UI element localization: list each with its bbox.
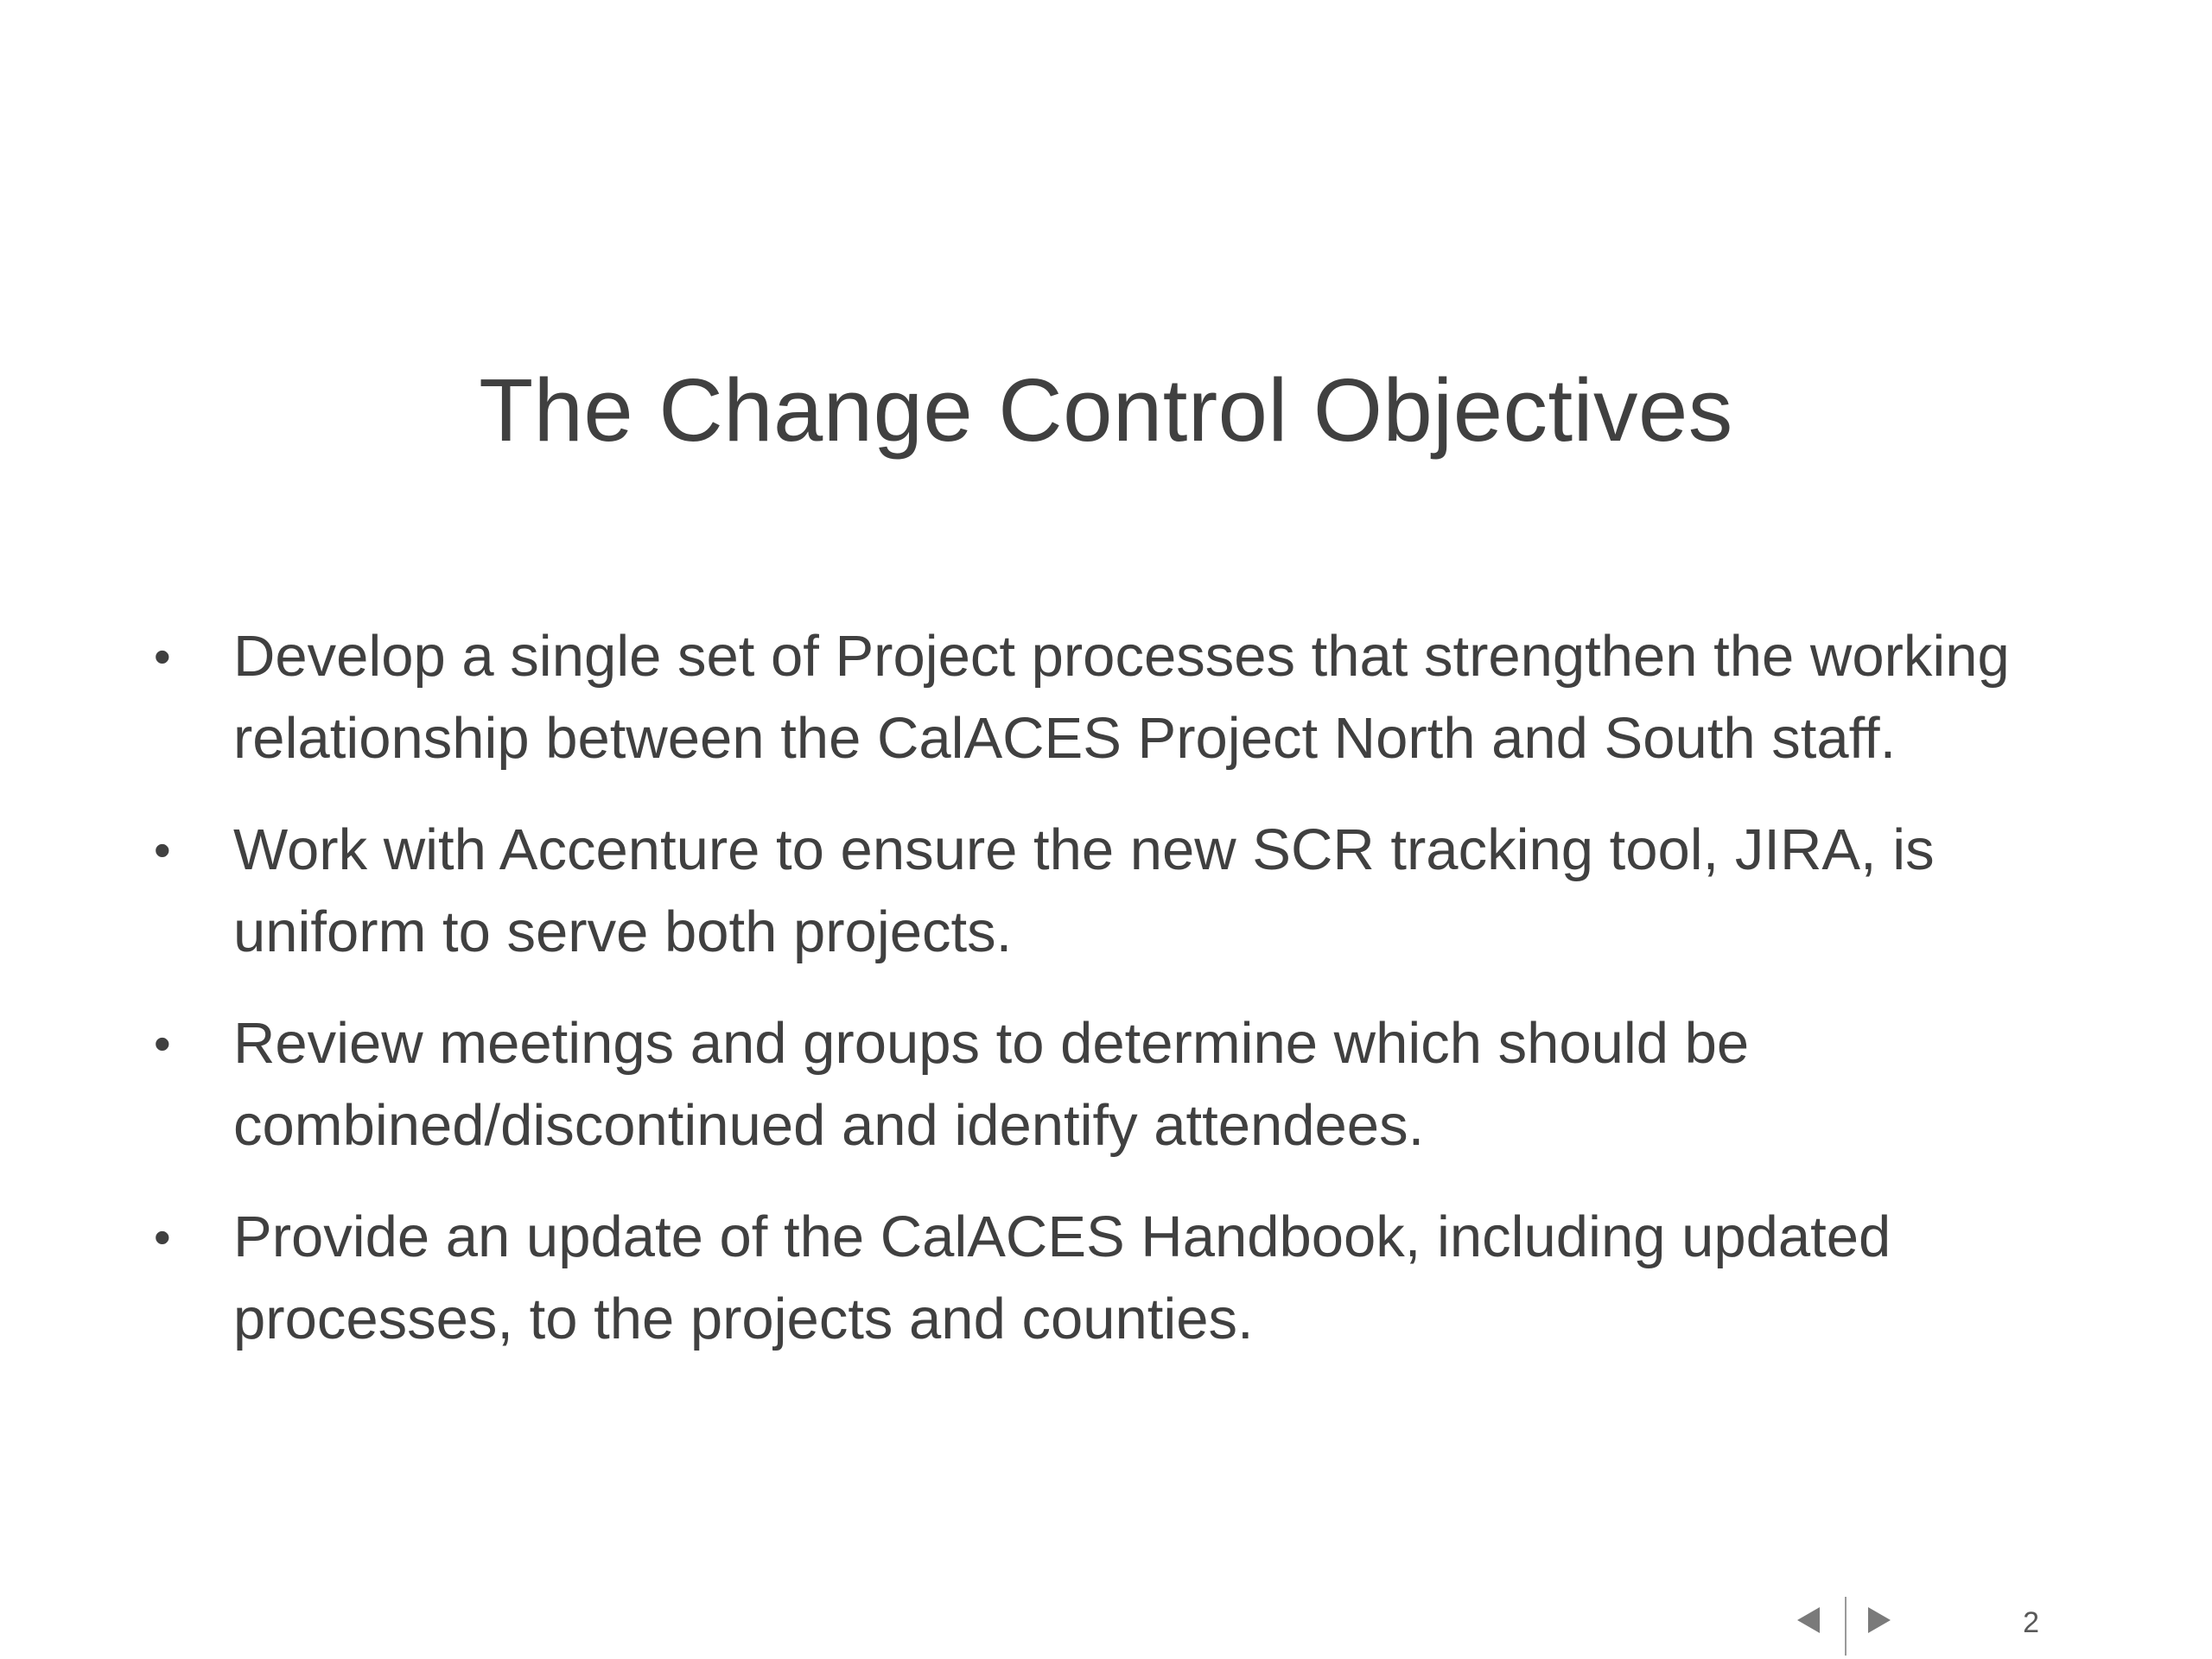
- bullet-text: Work with Accenture to ensure the new SCR tracking tool, JIRA, is uniform to serve both projects.: [233, 817, 1935, 964]
- bullet-text: Review meetings and groups to determine which should be combined/discontinued and identify attendees.: [233, 1011, 1750, 1158]
- bullet-text: Develop a single set of Project processes that strengthen the working relationship between the CalACES Project North and South staff.: [233, 624, 2010, 771]
- nav-divider: [1845, 1597, 1847, 1656]
- bullet-text: Provide an update of the CalACES Handbook, including updated processes, to the projects and counties.: [233, 1205, 1891, 1351]
- previous-slide-icon[interactable]: [1797, 1607, 1820, 1633]
- bullet-item: [147, 615, 2082, 779]
- bullet-icon: •: [154, 823, 171, 877]
- slide-navigation: [1797, 1597, 1901, 1657]
- bullet-item: [147, 1196, 2082, 1360]
- bullet-list: [147, 615, 2082, 1389]
- bullet-item: [147, 809, 2082, 973]
- bullet-icon: •: [154, 1016, 171, 1071]
- bullet-item: [147, 1002, 2082, 1166]
- next-slide-icon[interactable]: [1868, 1607, 1891, 1633]
- slide-number: 2: [2023, 1606, 2039, 1639]
- slide-title: The Change Control Objectives: [479, 360, 1733, 460]
- bullet-icon: •: [154, 1210, 171, 1264]
- bullet-icon: •: [154, 629, 171, 683]
